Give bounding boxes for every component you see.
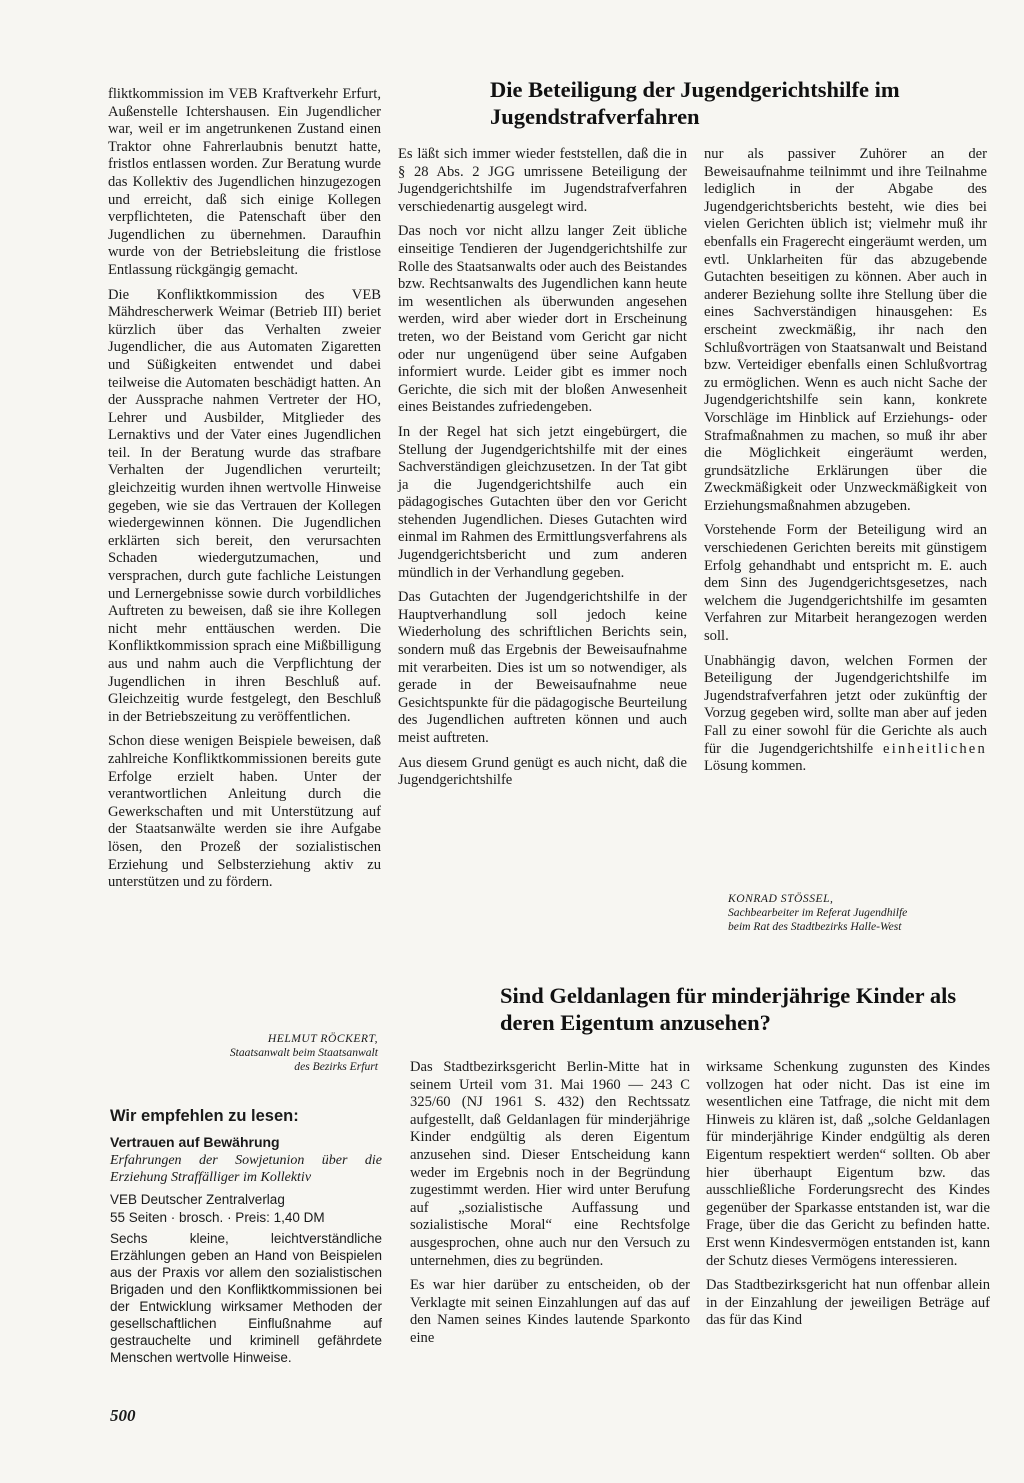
book-description: Sechs kleine, leichtverständliche Erzählungen geben an Hand von Beispielen aus der Praxis vor allem den sozialistischen Brigaden und den Konfliktkommissionen bei der Entwicklung wirksamer Methoden der gesellschaftlichen Einflußnahme auf gestrauchelte und kriminell gefährdete Menschen wertvolle Hinweise. [110, 1231, 382, 1365]
text-run: Lösung kommen. [704, 758, 807, 775]
paragraph: In der Regel hat sich jetzt eingebürgert, die Stellung der Jugendgerichtshilfe mit der eines Sachverständigen gleichzusetzen. In der Tat gibt ja die Jugendgerichtshilfe auch ein pädagogisches Gutachten über den vor Gericht stehenden Jugendlichen. Dieses Gutachten wird einmal im Rahmen des Ermittlungsverfahrens als Jugendgerichtsbericht und zum anderen mündlich in der Verhandlung gegeben. [398, 423, 687, 581]
author-name: KONRAD STÖSSEL, [728, 892, 834, 905]
emphasized-word: einheitlichen [883, 740, 987, 757]
author-affiliation: beim Rat des Stadtbezirks Halle-West [728, 920, 902, 933]
book-subtitle: Erfahrungen der Sowjetunion über die Erziehung Straffälliger im Kollektiv [110, 1153, 382, 1185]
text-run: Unabhängig davon, welchen Formen der Beteiligung der Jugendgerichtshilfe im Jugendstrafverfahren jetzt oder zukünftig der Vorzug gegeben wird, sollte man aber auf jeden Fall zu einer sowohl für die Gerichte als auch für die Jugendgerichtshilfe [704, 652, 987, 757]
author-title: Sachbearbeiter im Referat Jugendhilfe [728, 906, 908, 919]
author-signature-rockert [110, 1032, 378, 1074]
reading-recommendation [110, 1107, 382, 1366]
page-number: 500 [110, 1406, 136, 1425]
paragraph: nur als passiver Zuhörer an der Beweisaufnahme teilnimmt und ihre Teilnahme lediglich in der Abgabe des Jugendgerichtsberichts besteht, wie dies bei vielen Gerichten üblich ist; vielmehr muß ihr ebenfalls ein Fragerecht eingeräumt werden, um evtl. Unklarheiten für das abzugebende Gutachten beseitigen zu können. Aber auch in anderer Beziehung sollte ihre Stellung über die eines Sachverständigen hinausgehen: Es erscheint zweckmäßig, ihr nach den Schlußvorträgen von Staatsanwalt und Beistand bzw. Verteidiger ebenfalls einen Schlußvortrag zu ermöglichen. Wenn es auch nicht Sache der Jugendgerichtshilfe sein kann, konkrete Vorschläge im Hinblick auf Erziehungs- oder Strafmaßnahmen zu machen, so muß ihr aber die Möglichkeit eingeräumt werden, grundsätzliche Erklärungen über die Zweckmäßigkeit oder Unzweckmäßigkeit von Erziehungsmaßnahmen abzugeben. [704, 146, 987, 514]
paragraph: Das Stadtbezirksgericht Berlin-Mitte hat in seinem Urteil vom 31. Mai 1960 — 243 C 325/60 (NJ 1961 S. 432) den Rechtssatz aufgestellt, daß Geldanlagen für minderjährige Kinder endgültig als deren Eigentum anzusehen sind. Dieser Entscheidung kann weder im Ergebnis noch in der Begründung zugestimmt werden. Hier wird unter Berufung auf „sozialistische Auffassung und sozialistische Moral“ eine Rechtsfolge ausgesprochen, ohne auch nur den Versuch zu unternehmen, dies zu begründen. [410, 1059, 690, 1269]
paragraph: Das noch vor nicht allzu langer Zeit übliche einseitige Tendieren der Jugendgerichtshilfe zur Rolle des Staatsanwalts oder auch des Beistandes bzw. Rechtsanwalts des Jugendlichen kann heute im wesentlichen als überwunden angesehen werden, wird aber wieder dort in Erscheinung treten, wo der Beistand vom Gericht gar nicht oder nur ungenügend über seine Aufgaben informiert wurde. Leider gibt es immer noch Gerichte, die sich mit der bloßen Anwesenheit eines Beistandes zufriedengeben. [398, 223, 687, 416]
book-publisher: VEB Deutscher Zentralverlag [110, 1192, 285, 1207]
paragraph: Das Stadtbezirksgericht hat nun offenbar allein in der Einzahlung der jeweiligen Beträge auf das für das Kind [706, 1277, 990, 1329]
author-title: Staatsanwalt beim Staatsanwalt [229, 1046, 378, 1059]
article-headline-jugendgerichtshilfe: Die Beteiligung der Jugendgerichtshilfe im Jugendstrafverfahren [490, 77, 900, 129]
column-middle-upper [398, 146, 687, 797]
book-details: 55 Seiten · brosch. · Preis: 1,40 DM [110, 1210, 325, 1225]
paragraph: Das Gutachten der Jugendgerichtshilfe in der Hauptverhandlung soll jedoch keine Wiederholung des schriftlichen Berichts sein, sondern muß das Ergebnis der Beweisaufnahme mit verarbeiten. Dies ist um so notwendiger, als gerade in der Beweisaufnahme neue Gesichtspunkte für die pädagogische Beurteilung des Jugendlichen auftreten können und auch meist auftreten. [398, 589, 687, 746]
paragraph: wirksame Schenkung zugunsten des Kindes vollzogen hat oder nicht. Das ist eine im wesentlichen eine Tatfrage, die nicht mit dem Hinweis zu klären ist, daß „solche Geldanlagen für minderjährige Kinder endgültig als deren Eigentum respektiert werden“ sollten. Ob aber hier überhaupt Eigentum bzw. das ausschließliche Forderungsrecht des Kindes gegenüber der Sparkasse entstanden ist, war die Frage, über die das Gericht zu befinden hatte. Erst wenn Kindesvermögen entstanden ist, kann der Schutz dieses Vermögens interessieren. [706, 1059, 990, 1269]
book-title: Vertrauen auf Bewährung [110, 1134, 280, 1150]
author-name: HELMUT RÖCKERT, [267, 1032, 378, 1045]
article-headline-geldanlagen: Sind Geldanlagen für minderjährige Kinder als deren Eigentum anzusehen? [500, 983, 957, 1035]
column-left [108, 86, 381, 899]
author-signature-stoessel [700, 892, 988, 934]
paragraph: Die Konfliktkommission des VEB Mähdrescherwerk Weimar (Betrieb III) beriet kürzlich über das Verhalten zweier Jugendlicher, die aus Automaten Zigaretten und Süßigkeiten entwendet und dabei teilweise die Automaten beschädigt hatten. An der Aussprache nahmen Vertreter der HO, Lehrer und Ausbilder, Mitglieder des Lernaktivs und der Vater eines Jugendlichen teil. In der Beratung wurde das strafbare Verhalten der Jugendlichen verurteilt; gleichzeitig wurden ihnen wertvolle Hinweise gegeben, wie sie das Vertrauen der Kollegen wiedergewinnen können. Die Jugendlichen erklärten sich bereit, den verursachten Schaden wiedergutzumachen, und versprachen, durch gute fachliche Leistungen und Lernergebnisse sowie durch vorbildliches Auftreten zu beweisen, daß sie ihre Kollegen nicht mehr enttäuschen werden. Die Konfliktkommission sprach eine Mißbilligung aus und nahm auch die Verpflichtung der Jugendlichen in ihren Beschluß auf. Gleichzeitig wurde festgelegt, den Beschluß in der Betriebszeitung zu veröffentlichen. [108, 286, 381, 725]
recommendation-heading: Wir empfehlen zu lesen: [110, 1107, 299, 1125]
paragraph: Es war hier darüber zu entscheiden, ob der Verklagte mit seinen Einzahlungen auf das auf den Namen seines Kindes lautende Sparkonto eine [410, 1277, 690, 1346]
column-middle-lower [410, 1059, 690, 1355]
paragraph: Es läßt sich immer wieder feststellen, daß die in § 28 Abs. 2 JGG umrissene Beteiligung der Jugendgerichtshilfe im Jugendstrafverfahren verschiedenartig ausgelegt wird. [398, 146, 687, 215]
column-right-upper [704, 146, 987, 783]
column-right-lower [706, 1059, 990, 1337]
paragraph [704, 653, 987, 776]
paragraph: Aus diesem Grund genügt es auch nicht, daß die Jugendgerichtshilfe [398, 754, 687, 789]
paragraph: fliktkommission im VEB Kraftverkehr Erfurt, Außenstelle Ichtershausen. Ein Jugendlicher war, weil er im angetrunkenen Zustand einen Traktor ohne Fahrerlaubnis benutzt hatte, fristlos entlassen worden. Zur Beratung wurde das Kollektiv des Jugendlichen hinzugezogen und erreicht, daß sich einige Kollegen verpflichteten, die Patenschaft über den Jugendlichen zu übernehmen. Daraufhin wurde von der Betriebsleitung die fristlose Entlassung rückgängig gemacht. [108, 86, 381, 278]
author-affiliation: des Bezirks Erfurt [294, 1060, 378, 1073]
paragraph: Schon diese wenigen Beispiele beweisen, daß zahlreiche Konfliktkommissionen bereits gute Erfolge erzielt haben. Unter der verantwortlichen Anleitung durch die Gewerkschaften und mit Unterstützung auf der Staatsanwälte werden sie ihre Aufgabe lösen, den Prozeß der sozialistischen Erziehung und Selbsterziehung aktiv zu unterstützen und zu fördern. [108, 733, 381, 891]
paragraph: Vorstehende Form der Beteiligung wird an verschiedenen Gerichten bereits mit günstigem Erfolg gehandhabt und entspricht m. E. auch dem Sinn des Jugendgerichtsgesetzes, nach welchem die Jugendgerichtshilfe im gesamten Verfahren zur Mitarbeit herangezogen werden soll. [704, 522, 987, 645]
